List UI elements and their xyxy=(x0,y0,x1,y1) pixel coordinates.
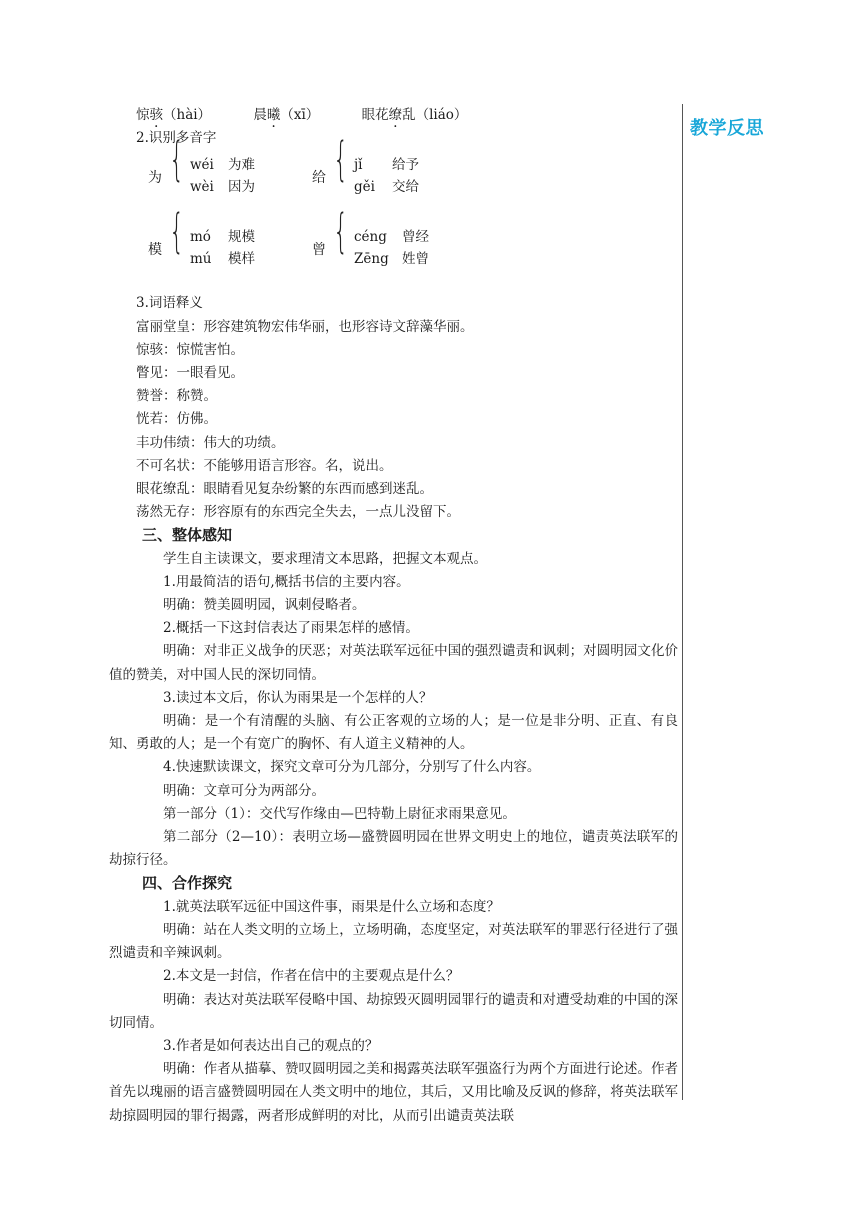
column-divider xyxy=(682,104,683,1100)
vocab-item: 荡然无存：形容原有的东西完全失去，一点儿没留下。 xyxy=(136,504,460,521)
pinyin-item: 晨曦（xī） xyxy=(253,107,320,123)
reflection-title: 教学反思 xyxy=(690,118,764,139)
vocab-list xyxy=(136,316,678,525)
vocab-item: 恍若：仿佛。 xyxy=(136,411,217,428)
paragraph: 明确：文章可分为两部分。 xyxy=(163,782,325,799)
paragraph: 2.本文是一封信，作者在信中的主要观点是什么？ xyxy=(163,968,460,985)
paragraph: 3.作者是如何表达出自己的观点的？ xyxy=(163,1037,379,1054)
pinyin-row xyxy=(136,104,678,127)
section-body xyxy=(109,896,678,1128)
polyphone-block-2: 模 { mó 规模 mú 模样 曾 { céng 曾经 Zēng 姓曾 xyxy=(148,204,429,268)
paragraph: 明确：赞美圆明园，讽刺侵略者。 xyxy=(163,597,366,614)
paragraph: 3.读过本文后，你认为雨果是一个怎样的人？ xyxy=(163,689,433,706)
vocab-item: 眼花缭乱：眼睛看见复杂纷繁的东西而感到迷乱。 xyxy=(136,481,433,498)
lesson-content xyxy=(109,104,678,1128)
paragraph: 第一部分（1）：交代写作缘由—巴特勒上尉征求雨果意见。 xyxy=(163,805,516,822)
vocab-item: 不可名状：不能够用语言形容。名，说出。 xyxy=(136,457,393,474)
polyphone-block-1: 为 { wéi 为难 wèi 因为 给 { jǐ 给予 gěi 交给 xyxy=(148,132,419,196)
section-heading: 三、整体感知 xyxy=(142,526,233,545)
paragraph: 1.用最简洁的语句,概括书信的主要内容。 xyxy=(163,573,410,590)
vocab-item: 赞誉：称赞。 xyxy=(136,388,217,405)
section-heading: 四、合作探究 xyxy=(142,874,233,893)
paragraph: 第二部分（2—10）：表明立场—盛赞圆明园在世界文明史上的地位，谴责英法联军的劫掠行径。 xyxy=(109,829,678,869)
vocab-item: 富丽堂皇：形容建筑物宏伟华丽，也形容诗文辞藻华丽。 xyxy=(136,318,474,335)
paragraph: 学生自主读课文，要求理清文本思路，把握文本观点。 xyxy=(163,550,487,567)
pinyin-item: 眼花缭乱（liáo） xyxy=(361,107,468,123)
paragraph: 明确：对非正义战争的厌恶；对英法联军远征中国的强烈谴责和讽刺；对圆明园文化价值的赞美，对中国人民的深切同情。 xyxy=(109,643,678,683)
vocab-item: 惊骇：惊慌害怕。 xyxy=(136,341,244,358)
vocab-heading: 3.词语释义 xyxy=(136,295,203,312)
pinyin-item: 惊骇（hài） xyxy=(136,107,212,123)
paragraph: 明确：站在人类文明的立场上，立场明确，态度坚定，对英法联军的罪恶行径进行了强烈谴责和辛辣讽刺。 xyxy=(109,921,678,962)
vocab-item: 丰功伟绩：伟大的功绩。 xyxy=(136,434,285,451)
paragraph: 明确：表达对英法联军侵略中国、劫掠毁灭圆明园罪行的谴责和对遭受劫难的中国的深切同情。 xyxy=(109,991,678,1031)
section-body xyxy=(109,548,678,873)
paragraph: 明确：作者从描摹、赞叹圆明园之美和揭露英法联军强盗行为两个方面进行论述。作者首先以瑰丽的语言盛赞圆明园在人类文明中的地位，其后，又用比喻及反讽的修辞，将英法联军劫掠圆明园的罪行揭露，两者形成鲜明的对比，从而引出谴责英法联 xyxy=(109,1061,678,1124)
paragraph: 1.就英法联军远征中国这件事，雨果是什么立场和态度？ xyxy=(163,898,500,915)
paragraph: 4.快速默读课文，探究文章可分为几部分，分别写了什么内容。 xyxy=(163,759,541,776)
vocab-item: 瞥见：一眼看见。 xyxy=(136,365,244,382)
poly-heading: 2.识别多音字 xyxy=(136,130,217,147)
paragraph: 明确：是一个有清醒的头脑、有公正客观的立场的人；是一位是非分明、正直、有良知、勇敢的人；是一个有宽广的胸怀、有人道主义精神的人。 xyxy=(109,713,678,753)
paragraph: 2.概括一下这封信表达了雨果怎样的感情。 xyxy=(163,620,419,637)
